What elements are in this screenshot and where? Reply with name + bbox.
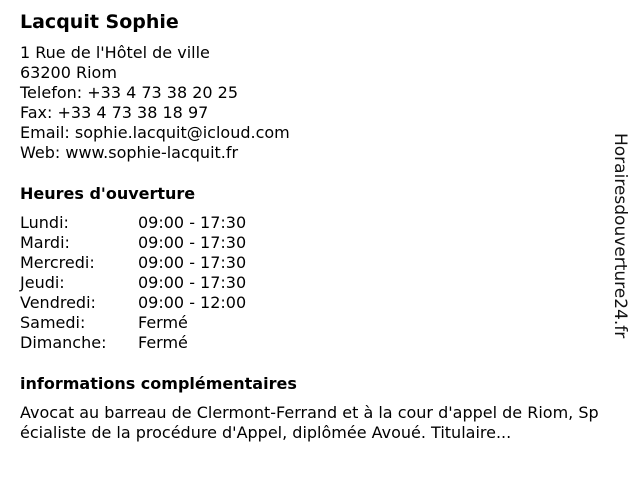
day-label: Samedi: xyxy=(20,313,86,332)
time-value: 09:00 - 17:30 xyxy=(138,213,247,232)
website: Web: www.sophie-lacquit.fr xyxy=(20,143,239,162)
hours-row-monday xyxy=(20,213,300,233)
additional-info-heading: informations complémentaires xyxy=(20,374,297,393)
day-label: Mercredi: xyxy=(20,253,95,272)
contact-details xyxy=(20,43,290,163)
address-street: 1 Rue de l'Hôtel de ville xyxy=(20,43,210,62)
hours-row-thursday xyxy=(20,273,300,293)
day-label: Dimanche: xyxy=(20,333,107,352)
day-label: Vendredi: xyxy=(20,293,96,312)
email-address: Email: sophie.lacquit@icloud.com xyxy=(20,123,290,142)
opening-hours-list xyxy=(20,213,300,353)
time-value: 09:00 - 12:00 xyxy=(138,293,247,312)
address-city: 63200 Riom xyxy=(20,63,117,82)
time-value: 09:00 - 17:30 xyxy=(138,273,247,292)
fax-number: Fax: +33 4 73 38 18 97 xyxy=(20,103,209,122)
day-label: Mardi: xyxy=(20,233,70,252)
opening-hours-heading: Heures d'ouverture xyxy=(20,184,196,203)
business-name: Lacquit Sophie xyxy=(20,11,179,33)
day-label: Jeudi: xyxy=(20,273,65,292)
day-label: Lundi: xyxy=(20,213,69,232)
watermark-text: Horairesdouverture24.fr xyxy=(610,133,630,339)
business-description: Avocat au barreau de Clermont-Ferrand et à la cour d'appel de Riom, Spécialiste de la procédure d'Appel, diplômée Avoué. Titulaire... xyxy=(20,403,599,442)
time-value: Fermé xyxy=(138,313,188,332)
time-value: Fermé xyxy=(138,333,188,352)
hours-row-wednesday xyxy=(20,253,300,273)
phone-number: Telefon: +33 4 73 38 20 25 xyxy=(20,83,239,102)
hours-row-saturday xyxy=(20,313,300,333)
hours-row-friday xyxy=(20,293,300,313)
time-value: 09:00 - 17:30 xyxy=(138,253,247,272)
time-value: 09:00 - 17:30 xyxy=(138,233,247,252)
hours-row-tuesday xyxy=(20,233,300,253)
hours-row-sunday xyxy=(20,333,300,353)
